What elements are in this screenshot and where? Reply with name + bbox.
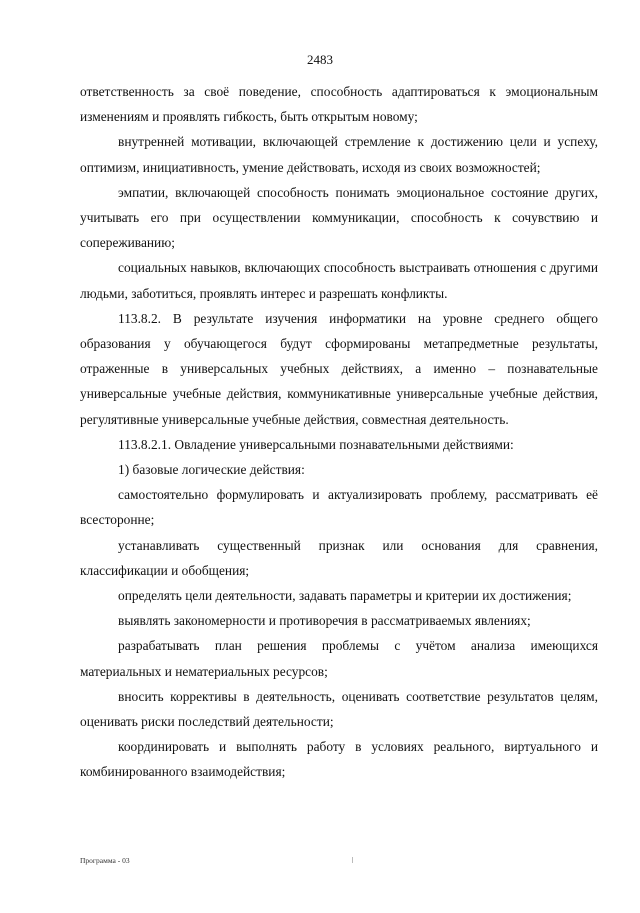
list-item: определять цели деятельности, задавать параметры и критерии их достижения; [118, 588, 572, 604]
paragraph: эмпатии, включающей способность понимать эмоциональное состояние других, учитывать его при осуществлении коммуникации, способность к сочувствию и сопереживанию; [80, 184, 598, 251]
paragraph: ответственность за своё поведение, способность адаптироваться к эмоциональным изменениям и проявлять гибкость, быть открытым новому; [80, 84, 598, 125]
list-item: вносить коррективы в деятельность, оценивать соответствие результатов целям, оценивать риски последствий деятельности; [80, 688, 598, 730]
scan-speck [352, 857, 353, 863]
list-item: координировать и выполнять работу в условиях реального, виртуального и комбинированного взаимодействия; [80, 739, 598, 780]
list-item: устанавливать существенный признак или основания для сравнения, классификации и обобщения; [80, 537, 598, 578]
footer-note: Программа - 03 [80, 856, 130, 865]
list-item: разрабатывать план решения проблемы с учётом анализа имеющихся материальных и нематериальных ресурсов; [80, 638, 598, 679]
list-item: выявлять закономерности и противоречия в рассматриваемых явлениях; [118, 613, 531, 629]
section-heading: 113.8.2.1. Овладение универсальными познавательными действиями: [118, 436, 514, 452]
list-item: самостоятельно формулировать и актуализировать проблему, рассматривать её всесторонне; [80, 487, 598, 528]
document-body [80, 79, 598, 785]
paragraph: 113.8.2. В результате изучения информатики на уровне среднего общего образования у обучающегося будут сформированы метапредметные результаты, отраженные в универсальных учебных действиях, а именно – познавательные универсальные учебные действия, коммуникативные универсальные учебные действия, регулятивные универсальные учебные действия, совместная деятельность. [80, 310, 598, 427]
list-heading: 1) базовые логические действия: [118, 462, 305, 478]
paragraph: социальных навыков, включающих способность выстраивать отношения с другими людьми, заботиться, проявлять интерес и разрешать конфликты. [80, 260, 598, 301]
paragraph: внутренней мотивации, включающей стремление к достижению цели и успеху, оптимизм, инициативность, умение действовать, исходя из своих возможностей; [80, 134, 598, 175]
page-number: 2483 [307, 52, 333, 67]
